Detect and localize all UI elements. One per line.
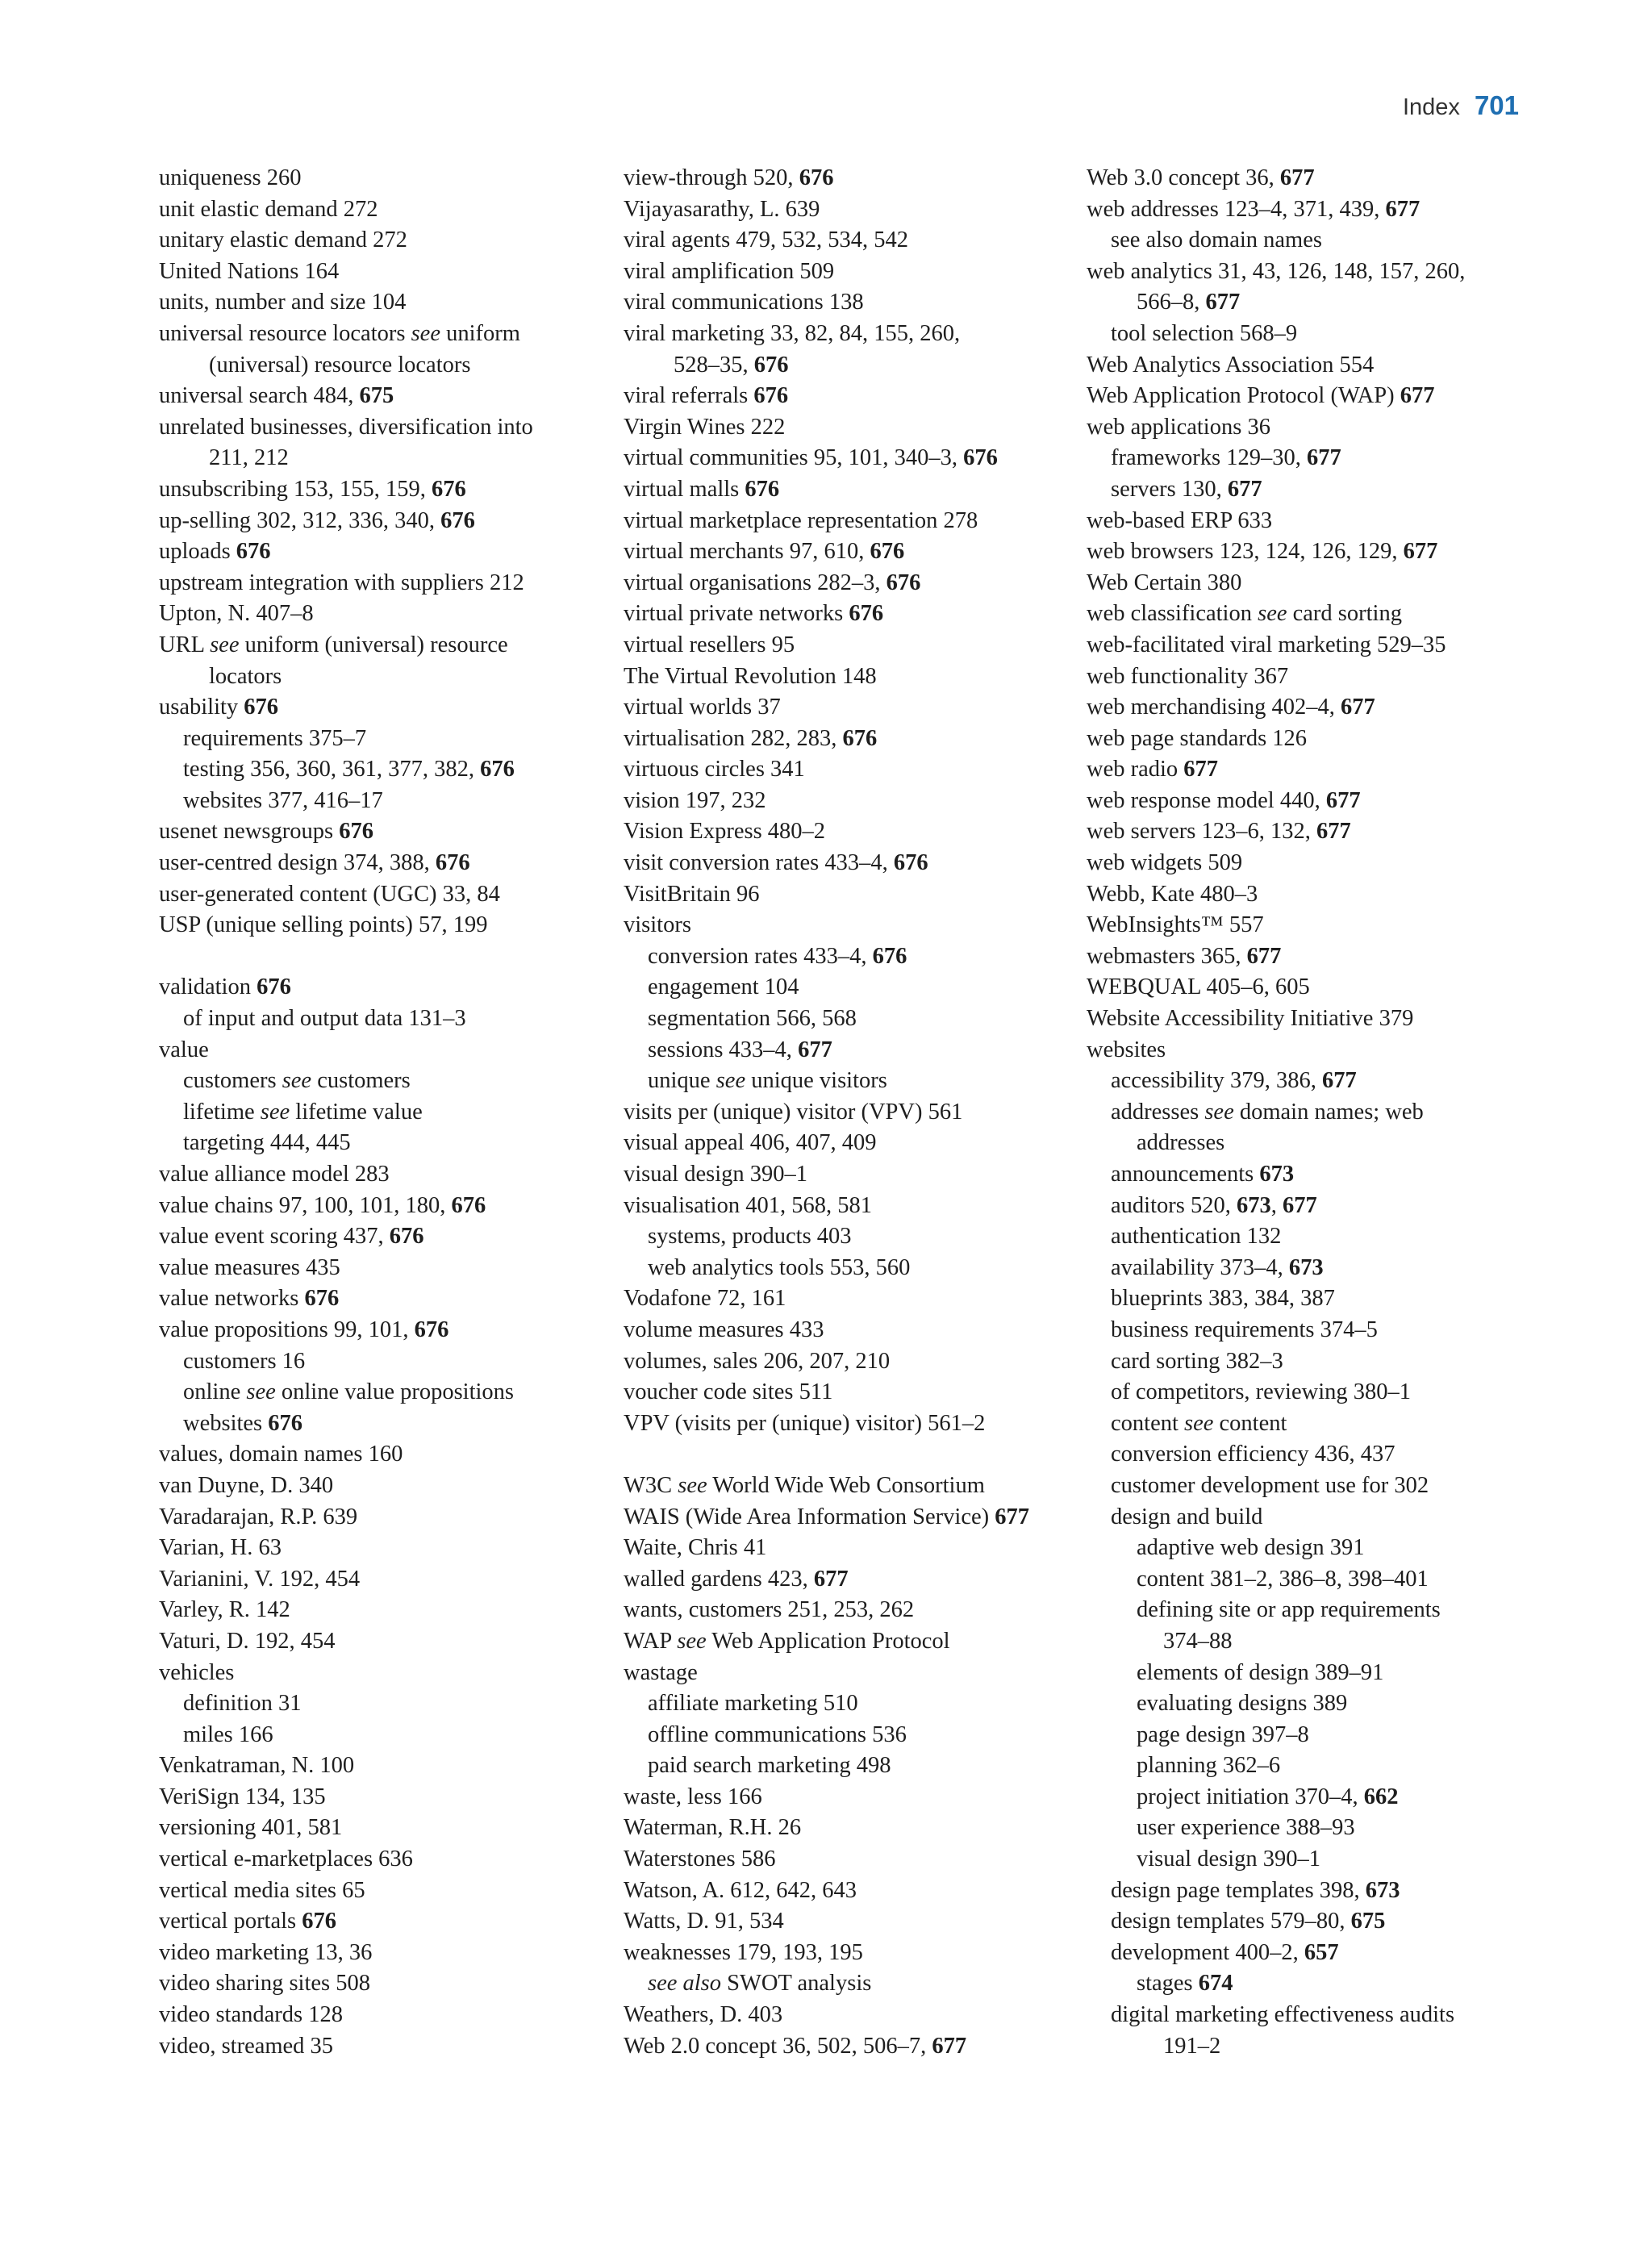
index-entry: Varian, H. 63 [159, 1535, 282, 1561]
index-entry: VPV (visits per (unique) visitor) 561–2 [624, 1410, 986, 1436]
index-entry: viral marketing 33, 82, 84, 155, 260, [624, 320, 961, 346]
index-subentry: content see content [1111, 1410, 1287, 1436]
index-entry: vision 197, 232 [624, 787, 766, 813]
index-entry: Vijayasarathy, L. 639 [624, 196, 820, 222]
index-entry: webmasters 365, 677 [1087, 943, 1282, 969]
index-subentry: conversion rates 433–4, 676 [648, 943, 907, 969]
index-entry: web applications 36 [1087, 414, 1270, 440]
page-header [1403, 90, 1519, 121]
index-subentry: 191–2 [1163, 2033, 1221, 2059]
index-entry: virtual private networks 676 [624, 601, 884, 627]
index-subentry: defining site or app requirements [1137, 1597, 1441, 1623]
index-entry: Webb, Kate 480–3 [1087, 881, 1258, 907]
index-subentry: engagement 104 [648, 974, 799, 1000]
index-subentry: authentication 132 [1111, 1224, 1282, 1250]
index-entry: virtual organisations 282–3, 676 [624, 570, 921, 595]
index-subentry: sessions 433–4, 677 [648, 1037, 832, 1062]
index-entry: viral amplification 509 [624, 258, 835, 284]
index-entry: W3C see World Wide Web Consortium [624, 1472, 985, 1498]
index-entry: web analytics 31, 43, 126, 148, 157, 260, [1087, 258, 1466, 284]
index-subentry: see also SWOT analysis [648, 1971, 872, 1997]
index-entry: virtual worlds 37 [624, 695, 781, 720]
section-gap [159, 941, 611, 973]
index-entry: uniqueness 260 [159, 165, 302, 190]
index-subentry: development 400–2, 657 [1111, 1939, 1339, 1965]
index-column-2 [624, 163, 1083, 2062]
index-entry: Vision Express 480–2 [624, 819, 826, 845]
index-entry: web response model 440, 677 [1087, 787, 1361, 813]
index-entry: wants, customers 251, 253, 262 [624, 1597, 915, 1623]
index-subentry: testing 356, 360, 361, 377, 382, 676 [183, 757, 515, 782]
index-entry: virtual marketplace representation 278 [624, 507, 978, 533]
index-entry: virtual resellers 95 [624, 632, 795, 657]
index-entry: VisitBritain 96 [624, 881, 760, 907]
running-head: Index [1402, 94, 1460, 120]
index-subentry: stages 674 [1137, 1971, 1233, 1997]
index-subentry: offline communications 536 [648, 1721, 907, 1747]
index-entry: Weathers, D. 403 [624, 2002, 783, 2028]
index-entry: Waterman, R.H. 26 [624, 1815, 802, 1841]
index-entry: value alliance model 283 [159, 1162, 390, 1187]
index-entry: Web Certain 380 [1087, 570, 1242, 595]
index-entry: walled gardens 423, 677 [624, 1566, 849, 1592]
index-subentry: websites 676 [183, 1410, 303, 1436]
index-subentry: 211, 212 [209, 445, 289, 471]
index-subentry: design and build [1111, 1504, 1263, 1529]
index-subentry: project initiation 370–4, 662 [1137, 1784, 1399, 1809]
index-entry: unsubscribing 153, 155, 159, 676 [159, 476, 466, 502]
index-entry: user-centred design 374, 388, 676 [159, 850, 470, 876]
index-entry: Waterstones 586 [624, 1846, 776, 1872]
index-subentry: systems, products 403 [648, 1224, 852, 1250]
index-subentry: content 381–2, 386–8, 398–401 [1137, 1566, 1429, 1592]
index-entry: WEBQUAL 405–6, 605 [1087, 974, 1310, 1000]
index-subentry: 528–35, 676 [674, 352, 789, 378]
index-entry: virtualisation 282, 283, 676 [624, 725, 878, 751]
index-subentry: card sorting 382–3 [1111, 1348, 1283, 1374]
index-entry: Web 3.0 concept 36, 677 [1087, 165, 1315, 190]
index-entry: value networks 676 [159, 1286, 340, 1312]
index-entry: waste, less 166 [624, 1784, 762, 1809]
index-entry: vertical media sites 65 [159, 1877, 365, 1903]
index-subentry: definition 31 [183, 1691, 302, 1717]
index-entry: Web 2.0 concept 36, 502, 506–7, 677 [624, 2033, 967, 2059]
index-subentry: customers 16 [183, 1348, 306, 1374]
index-subentry: addresses see domain names; web [1111, 1099, 1424, 1125]
index-subentry: unique see unique visitors [648, 1068, 887, 1094]
index-subentry: blueprints 383, 384, 387 [1111, 1286, 1335, 1312]
index-entry: web radio 677 [1087, 757, 1219, 782]
index-subentry: see also domain names [1111, 227, 1322, 253]
index-entry: The Virtual Revolution 148 [624, 663, 877, 689]
index-entry: video standards 128 [159, 2002, 343, 2028]
index-entry: web functionality 367 [1087, 663, 1289, 689]
index-subentry: servers 130, 677 [1111, 476, 1262, 502]
index-subentry: evaluating designs 389 [1137, 1691, 1348, 1717]
index-entry: web-based ERP 633 [1087, 507, 1273, 533]
index-subentry: lifetime see lifetime value [183, 1099, 423, 1125]
index-subentry: conversion efficiency 436, 437 [1111, 1442, 1395, 1467]
index-subentry: customer development use for 302 [1111, 1472, 1429, 1498]
index-entry: value event scoring 437, 676 [159, 1224, 424, 1250]
index-entry: van Duyne, D. 340 [159, 1472, 334, 1498]
index-subentry: miles 166 [183, 1721, 273, 1747]
index-entry: Waite, Chris 41 [624, 1535, 767, 1561]
index-entry: volume measures 433 [624, 1317, 824, 1342]
index-subentry: digital marketing effectiveness audits [1111, 2002, 1455, 2028]
index-entry: viral referrals 676 [624, 383, 789, 409]
index-entry: visit conversion rates 433–4, 676 [624, 850, 928, 876]
index-entry: visual appeal 406, 407, 409 [624, 1130, 877, 1156]
index-entry: weaknesses 179, 193, 195 [624, 1939, 863, 1965]
index-entry: websites [1087, 1037, 1166, 1062]
index-entry: unitary elastic demand 272 [159, 227, 407, 253]
index-entry: virtuous circles 341 [624, 757, 805, 782]
index-entry: Vaturi, D. 192, 454 [159, 1628, 336, 1654]
index-entry: Venkatraman, N. 100 [159, 1753, 355, 1779]
index-entry: user-generated content (UGC) 33, 84 [159, 881, 500, 907]
index-subentry: of input and output data 131–3 [183, 1006, 466, 1032]
index-subentry: requirements 375–7 [183, 725, 367, 751]
index-subentry: accessibility 379, 386, 677 [1111, 1068, 1357, 1094]
index-subentry: paid search marketing 498 [648, 1753, 891, 1779]
index-subentry: design templates 579–80, 675 [1111, 1909, 1386, 1934]
index-subentry: business requirements 374–5 [1111, 1317, 1378, 1342]
index-subentry: page design 397–8 [1137, 1721, 1309, 1747]
index-subentry: customers see customers [183, 1068, 411, 1094]
index-entry: web browsers 123, 124, 126, 129, 677 [1087, 539, 1438, 565]
index-entry: visualisation 401, 568, 581 [624, 1192, 872, 1218]
index-subentry: (universal) resource locators [209, 352, 471, 378]
index-entry: universal resource locators see uniform [159, 320, 520, 346]
index-entry: unrelated businesses, diversification into [159, 414, 533, 440]
index-entry: video, streamed 35 [159, 2033, 334, 2059]
index-entry: units, number and size 104 [159, 290, 407, 315]
index-subentry: segmentation 566, 568 [648, 1006, 857, 1032]
index-entry: up-selling 302, 312, 336, 340, 676 [159, 507, 475, 533]
index-entry: Website Accessibility Initiative 379 [1087, 1006, 1414, 1032]
index-entry: visual design 390–1 [624, 1162, 807, 1187]
index-entry: Watts, D. 91, 534 [624, 1909, 784, 1934]
index-subentry: of competitors, reviewing 380–1 [1111, 1379, 1412, 1405]
index-entry: Virgin Wines 222 [624, 414, 786, 440]
page-number: 701 [1474, 90, 1519, 120]
index-entry: video sharing sites 508 [159, 1971, 371, 1997]
index-entry: United Nations 164 [159, 258, 340, 284]
index-subentry: web analytics tools 553, 560 [648, 1254, 911, 1280]
index-entry: WAP see Web Application Protocol [624, 1628, 950, 1654]
index-entry: wastage [624, 1659, 698, 1685]
index-entry: viral agents 479, 532, 534, 542 [624, 227, 909, 253]
index-entry: web page standards 126 [1087, 725, 1308, 751]
index-entry: usability 676 [159, 695, 279, 720]
index-column-3 [1087, 163, 1538, 2062]
index-entry: web servers 123–6, 132, 677 [1087, 819, 1351, 845]
index-entry: VeriSign 134, 135 [159, 1784, 326, 1809]
index-entry: Watson, A. 612, 642, 643 [624, 1877, 857, 1903]
index-entry: web widgets 509 [1087, 850, 1243, 876]
index-subentry: visual design 390–1 [1137, 1846, 1320, 1872]
index-entry: unit elastic demand 272 [159, 196, 378, 222]
index-entry: Varadarajan, R.P. 639 [159, 1504, 358, 1529]
index-subentry: 566–8, 677 [1137, 290, 1241, 315]
index-subentry: user experience 388–93 [1137, 1815, 1355, 1841]
index-subentry: availability 373–4, 673 [1111, 1254, 1324, 1280]
index-subentry: design page templates 398, 673 [1111, 1877, 1400, 1903]
index-entry: vertical e-marketplaces 636 [159, 1846, 413, 1872]
index-entry: volumes, sales 206, 207, 210 [624, 1348, 891, 1374]
index-entry: virtual merchants 97, 610, 676 [624, 539, 905, 565]
index-entry: URL see uniform (universal) resource [159, 632, 508, 657]
index-entry: value [159, 1037, 209, 1062]
index-subentry: online see online value propositions [183, 1379, 515, 1405]
index-subentry: planning 362–6 [1137, 1753, 1281, 1779]
index-entry: voucher code sites 511 [624, 1379, 833, 1405]
index-subentry: frameworks 129–30, 677 [1111, 445, 1341, 471]
index-entry: Upton, N. 407–8 [159, 601, 314, 627]
index-entry: view-through 520, 676 [624, 165, 834, 190]
index-entry: usenet newsgroups 676 [159, 819, 373, 845]
index-entry: Vodafone 72, 161 [624, 1286, 786, 1312]
index-entry: versioning 401, 581 [159, 1815, 343, 1841]
index-entry: validation 676 [159, 974, 291, 1000]
index-entry: video marketing 13, 36 [159, 1939, 373, 1965]
index-subentry: affiliate marketing 510 [648, 1691, 858, 1717]
index-entry: uploads 676 [159, 539, 271, 565]
index-entry: values, domain names 160 [159, 1442, 403, 1467]
index-entry: visitors [624, 912, 691, 938]
index-entry: virtual malls 676 [624, 476, 780, 502]
index-column-1 [159, 163, 611, 2062]
index-entry: value measures 435 [159, 1254, 340, 1280]
section-gap [624, 1439, 1083, 1471]
index-entry: viral communications 138 [624, 290, 864, 315]
index-entry: visits per (unique) visitor (VPV) 561 [624, 1099, 963, 1125]
index-entry: Varianini, V. 192, 454 [159, 1566, 361, 1592]
index-entry: Varley, R. 142 [159, 1597, 290, 1623]
index-subentry: addresses [1137, 1130, 1225, 1156]
index-entry: Web Application Protocol (WAP) 677 [1087, 383, 1435, 409]
index-entry: vertical portals 676 [159, 1909, 337, 1934]
index-entry: value chains 97, 100, 101, 180, 676 [159, 1192, 486, 1218]
index-subentry: locators [209, 663, 282, 689]
index-entry: WebInsights™ 557 [1087, 912, 1264, 938]
index-subentry: tool selection 568–9 [1111, 320, 1298, 346]
index-entry: web classification see card sorting [1087, 601, 1402, 627]
index-entry: value propositions 99, 101, 676 [159, 1317, 449, 1342]
index-entry: web-facilitated viral marketing 529–35 [1087, 632, 1446, 657]
index-subentry: adaptive web design 391 [1137, 1535, 1365, 1561]
index-entry: USP (unique selling points) 57, 199 [159, 912, 488, 938]
index-subentry: targeting 444, 445 [183, 1130, 351, 1156]
index-entry: universal search 484, 675 [159, 383, 394, 409]
index-entry: upstream integration with suppliers 212 [159, 570, 524, 595]
index-subentry: elements of design 389–91 [1137, 1659, 1384, 1685]
index-subentry: 374–88 [1163, 1628, 1233, 1654]
index-entry: virtual communities 95, 101, 340–3, 676 [624, 445, 998, 471]
index-entry: web addresses 123–4, 371, 439, 677 [1087, 196, 1420, 222]
index-subentry: announcements 673 [1111, 1162, 1295, 1187]
index-subentry: auditors 520, 673, 677 [1111, 1192, 1317, 1218]
index-entry: web merchandising 402–4, 677 [1087, 695, 1375, 720]
index-subentry: websites 377, 416–17 [183, 787, 383, 813]
index-entry: Web Analytics Association 554 [1087, 352, 1375, 378]
index-entry: vehicles [159, 1659, 235, 1685]
index-entry: WAIS (Wide Area Information Service) 677 [624, 1504, 1029, 1529]
